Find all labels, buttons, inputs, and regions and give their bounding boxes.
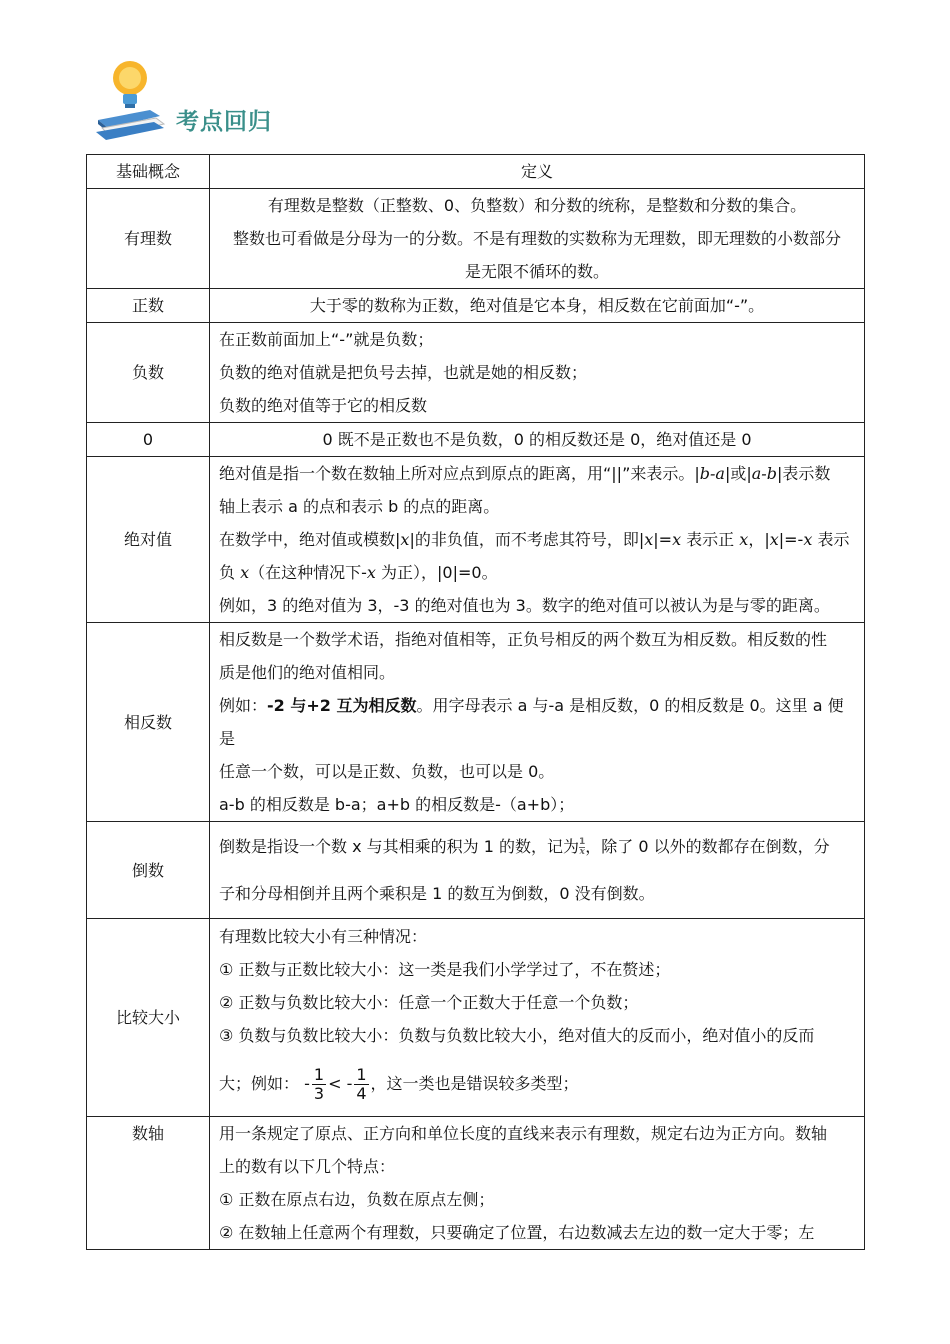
definition-line: 大；例如： - $\frac{1}{3}$ < - $\frac{1}{4}$ ，这一类也是错误较多类型；: [219, 1064, 579, 1103]
definition-line: ① 正数在原点右边，负数在原点左侧；: [219, 1190, 495, 1209]
table-row: [87, 919, 865, 1117]
row-definition-rational: [210, 189, 865, 289]
definition-line: 用一条规定了原点、正方向和单位长度的直线来表示有理数，规定右边为正方向。数轴: [219, 1124, 828, 1143]
definition-line: 负 x（在这种情况下-x 为正），|0|=0。: [219, 563, 498, 582]
table-row: [87, 323, 865, 423]
definition-line: 绝对值是指一个数在数轴上所对应点到原点的距离，用“||”来表示。|b-a|或|a-b|表示数: [219, 464, 831, 483]
definition-line: 例如：-2 与+2 互为相反数。用字母表示 a 与-a 是相反数，0 的相反数是 0。这里 a 便是: [219, 696, 844, 748]
definition-line: 有理数比较大小有三种情况：: [219, 926, 428, 946]
definition-line: ③ 负数与负数比较大小：负数与负数比较大小，绝对值大的反而小，绝对值小的反而: [219, 1025, 815, 1045]
row-definition-negative: [210, 323, 865, 423]
definition-line: 有理数是整数（正整数、0、负整数）和分数的统称，是整数和分数的集合。: [267, 196, 807, 215]
column-header-definition: 定义: [210, 155, 865, 189]
row-label-opposite: 相反数: [87, 623, 210, 822]
definition-line: 在正数前面加上“-”就是负数；: [219, 330, 434, 349]
row-definition-compare: [210, 919, 865, 1117]
definition-line: 例如，3 的绝对值为 3，-3 的绝对值也为 3。数字的绝对值可以被认为是与零的距离。: [219, 596, 830, 615]
row-label-positive: 正数: [87, 289, 210, 323]
table-row: [87, 822, 865, 919]
definition-line: 质是他们的绝对值相同。: [219, 663, 396, 682]
table-header-row: [87, 155, 865, 189]
table-row: [87, 423, 865, 457]
section-title: 考点回归: [176, 109, 272, 135]
row-label-reciprocal: 倒数: [87, 822, 210, 919]
row-definition-opposite: [210, 623, 865, 822]
row-definition-numberline: [210, 1117, 865, 1250]
definition-line: 在数学中，绝对值或模数|x|的非负值，而不考虑其符号，即|x|=x 表示正 x，|x|=-x 表示: [219, 530, 850, 549]
column-header-concept: 基础概念: [87, 155, 210, 189]
definition-line: a-b 的相反数是 b-a；a+b 的相反数是-（a+b）；: [219, 795, 575, 814]
table-row: [87, 457, 865, 623]
definition-line: ② 正数与负数比较大小：任意一个正数大于任意一个负数；: [219, 992, 639, 1012]
fraction-one-fourth: $\frac{1}{4}$: [356, 1064, 367, 1103]
definition-line: ① 正数与正数比较大小：这一类是我们小学学过了，不在赘述；: [219, 959, 671, 979]
definition-line: 是无限不循环的数。: [464, 262, 609, 281]
row-label-absolute: 绝对值: [87, 457, 210, 623]
row-definition-positive: 大于零的数称为正数，绝对值是它本身，相反数在它前面加“-”。: [210, 289, 865, 323]
row-label-negative: 负数: [87, 323, 210, 423]
definition-line: 上的数有以下几个特点：: [219, 1157, 396, 1176]
row-definition-absolute: [210, 457, 865, 623]
table-row: [87, 289, 865, 323]
row-definition-reciprocal: [210, 822, 865, 919]
fraction-one-third: $\frac{1}{3}$: [313, 1064, 325, 1103]
row-label-compare: 比较大小: [87, 919, 210, 1117]
table-row: [87, 1117, 865, 1250]
row-label-numberline: 数轴: [87, 1117, 210, 1250]
definition-line: 整数也可看做是分母为一的分数。不是有理数的实数称为无理数，即无理数的小数部分: [232, 229, 841, 248]
definition-line: 任意一个数，可以是正数、负数，也可以是 0。: [219, 762, 555, 781]
definition-line: 倒数是指设一个数 x 与其相乘的积为 1 的数，记为 $\frac{1}{x}$ ，除了 0 以外的数都存在倒数，分: [219, 837, 830, 857]
concept-table: [86, 154, 865, 1250]
definition-line: 负数的绝对值就是把负号去掉，也就是她的相反数；: [219, 363, 588, 382]
definition-line: 子和分母相倒并且两个乘积是 1 的数互为倒数，0 没有倒数。: [219, 884, 655, 903]
fraction-one-over-x: $\frac{1}{x}$: [579, 837, 586, 857]
row-label-rational: 有理数: [87, 189, 210, 289]
table-row: [87, 623, 865, 822]
lightbulb-books-icon: [94, 58, 178, 142]
definition-line: 负数的绝对值等于它的相反数: [219, 396, 428, 415]
definition-line: 轴上表示 a 的点和表示 b 的点的距离。: [219, 497, 500, 516]
row-definition-zero: 0 既不是正数也不是负数，0 的相反数还是 0，绝对值还是 0: [210, 423, 865, 457]
definition-line: 相反数是一个数学术语，指绝对值相等，正负号相反的两个数互为相反数。相反数的性: [219, 630, 828, 649]
table-row: [87, 189, 865, 289]
row-label-zero: 0: [87, 423, 210, 457]
definition-line: ② 在数轴上任意两个有理数，只要确定了位置，右边数减去左边的数一定大于零；左: [219, 1223, 815, 1242]
